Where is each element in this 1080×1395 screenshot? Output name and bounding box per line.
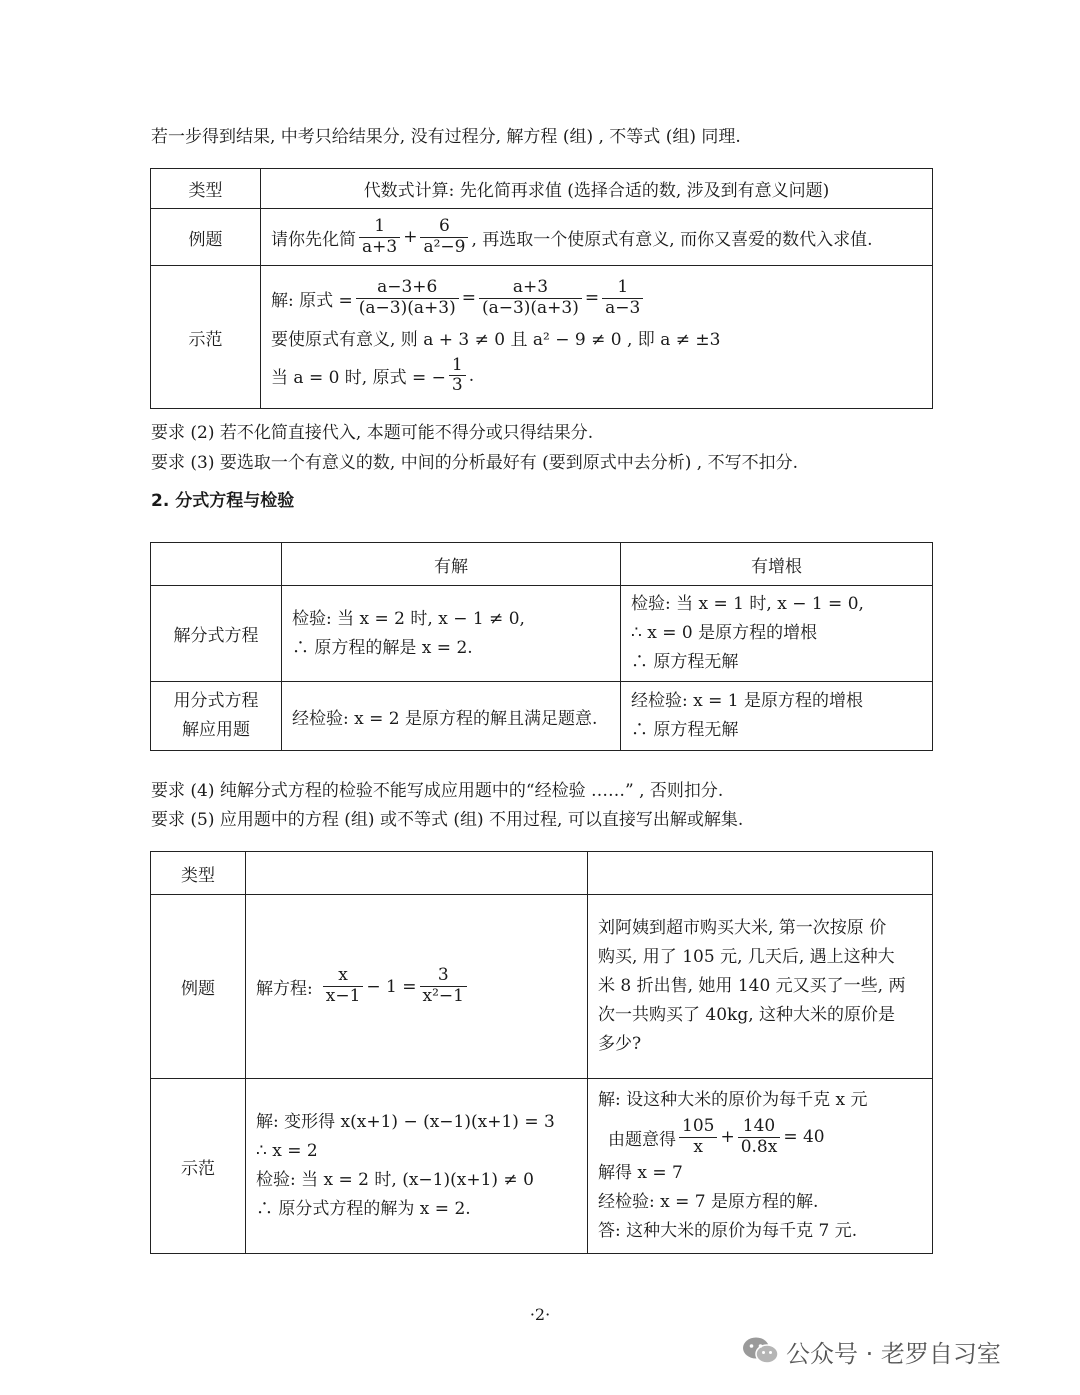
t3-type-empty-2 — [588, 852, 933, 895]
t2-row1-b-line2: ∴ x = 0 是原方程的增根 — [631, 623, 818, 643]
t2-empty-corner — [151, 543, 282, 586]
requirement-3: 要求 (3) 要选取一个有意义的数, 中间的分析最好有 (要到原式中去分析) , 不写不扣分. — [151, 453, 798, 473]
t1-example-suffix: , 再选取一个使原式有意义, 而你又喜爱的数代入求值. — [471, 229, 873, 250]
t1-demo-cell: 解: 原式 = $\frac{a-3+6}{(a-3)(a+3)}$ = $\frac{a+3}{(a-3)(a+3)}$ = $\frac{1}{a-3}$ 要使原式有意义, 则 a + 3 ≠ 0 且 a² − 9 ≠ 0 , 即 a ≠ ±3 当 a = 0 时, 原式 = − $\frac{1}{3}$ . — [261, 266, 933, 409]
table-equation-examples — [150, 851, 933, 1254]
fraction-w1: $\frac{105}{x}$ — [679, 1117, 717, 1157]
t3-demo-left: 解: 变形得 x(x+1) − (x−1)(x+1) = 3 ∴ x = 2 检验: 当 x = 2 时, (x−1)(x+1) ≠ 0 ∴ 原分式方程的解为 x = 2. — [246, 1079, 588, 1254]
requirement-2: 要求 (2) 若不化简直接代入, 本题可能不得分或只得结果分. — [151, 423, 594, 443]
fraction-e2: $\frac{3}{\text{x²−1}}$ — [420, 966, 467, 1006]
watermark-text: 公众号 · 老罗自习室 — [786, 1340, 1001, 1368]
section-2-title: 2. 分式方程与检验 — [151, 491, 295, 511]
t1-demo-prefix: 解: 原式 = — [271, 290, 353, 311]
t2-row1-b-line1: 检验: 当 x = 1 时, x − 1 = 0, — [631, 594, 864, 614]
table-algebra-evaluation — [150, 168, 933, 409]
t1-type-label: 类型 — [151, 169, 261, 209]
intro-text: 若一步得到结果, 中考只给结果分, 没有过程分, 解方程 (组) , 不等式 (组) 同理. — [151, 127, 741, 147]
t3-eq-mid: − 1 = — [366, 976, 417, 997]
fraction-3: $\frac{a-3+6}{(a-3)(a+3)}$ — [356, 278, 459, 318]
table-fractional-equation-check — [150, 542, 933, 751]
fraction-6: $\frac{1}{3}$ — [449, 356, 466, 396]
t3-demo-right: 解: 设这种大米的原价为每千克 x 元 由题意得 $\frac{105}{x}$ + $\frac{140}{0.8x}$ = 40 解得 x = 7 经检验: x = 7 是原方程的解. 答: 这种大米的原价为每千克 7 元. — [588, 1079, 933, 1254]
page-number: ·2· — [529, 1305, 551, 1324]
t2-row1-a — [282, 586, 621, 682]
t2-row2-b-line1: 经检验: x = 1 是原方程的增根 — [631, 691, 863, 711]
t2-row1-b-line3: ∴ 原方程无解 — [631, 652, 739, 672]
t3-demo-right-line1: 解: 设这种大米的原价为每千克 x 元 — [598, 1089, 868, 1110]
t2-row2-b — [621, 682, 933, 751]
t3-example-equation — [246, 895, 588, 1079]
t1-demo-line3-suffix: . — [468, 365, 475, 386]
t1-demo-line2: 要使原式有意义, 则 a + 3 ≠ 0 且 a² − 9 ≠ 0 , 即 a ≠ ±3 — [271, 329, 721, 350]
t3-demo-right2-prefix: 由题意得 — [608, 1129, 676, 1150]
t3-eq-prefix: 解方程: — [256, 979, 313, 999]
t3-type-empty-1 — [246, 852, 588, 895]
fraction-5: $\frac{1}{a-3}$ — [602, 278, 643, 318]
wechat-icon — [742, 1336, 780, 1366]
t2-row1-b — [621, 586, 933, 682]
t2-row1-a-line1: 检验: 当 x = 2 时, x − 1 ≠ 0, — [292, 608, 525, 629]
t2-col-extraneous-root: 有增根 — [621, 543, 933, 586]
t3-demo-right2-suffix: = 40 — [783, 1127, 825, 1147]
fraction-w2: $\frac{140}{0.8x}$ — [738, 1117, 781, 1157]
t3-word-problem: 刘阿姨到超市购买大米, 第一次按原 价 购买, 用了 105 元, 几天后, 遇上这种大 米 8 折出售, 她用 140 元又买了一些, 两 次一共购买了 40kg, 这种大米的原价是 多少? — [588, 895, 933, 1079]
fraction-1: $\frac{1}{a+3}$ — [359, 217, 400, 257]
t2-row1-label: 解分式方程 — [151, 586, 282, 682]
t1-example-prefix: 请你先化简 — [271, 229, 356, 250]
t3-type-label: 类型 — [151, 852, 246, 895]
t1-demo-line3-prefix: 当 a = 0 时, 原式 = − — [271, 368, 446, 389]
t2-row2-label: 用分式方程 解应用题 — [151, 682, 282, 751]
requirement-5: 要求 (5) 应用题中的方程 (组) 或不等式 (组) 不用过程, 可以直接写出解或解集. — [151, 810, 744, 830]
t1-example-label: 例题 — [151, 209, 261, 266]
t3-demo-right-line3: 解得 x = 7 — [598, 1163, 683, 1184]
t1-example-cell: 请你先化简 $\frac{1}{a+3}$ + $\frac{6}{\text{a²−9}}$ , 再选取一个使原式有意义, 而你又喜爱的数代入求值. — [261, 209, 933, 266]
t1-type-value: 代数式计算: 先化简再求值 (选择合适的数, 涉及到有意义问题) — [261, 169, 933, 209]
fraction-4: $\frac{a+3}{(a-3)(a+3)}$ — [479, 278, 582, 318]
t3-demo-right-line4: 经检验: x = 7 是原方程的解. — [598, 1192, 819, 1213]
fraction-2: $\frac{6}{\text{a²−9}}$ — [420, 217, 468, 257]
t3-demo-right-line5: 答: 这种大米的原价为每千克 7 元. — [598, 1221, 858, 1242]
t3-example-label: 例题 — [151, 895, 246, 1079]
t2-row2-a: 经检验: x = 2 是原方程的解且满足题意. — [282, 682, 621, 751]
t1-demo-label: 示范 — [151, 266, 261, 409]
fraction-e1: $\frac{x}{x-1}$ — [323, 966, 364, 1006]
t2-row2-b-line2: ∴ 原方程无解 — [631, 720, 739, 740]
t3-demo-label: 示范 — [151, 1079, 246, 1254]
t2-row1-a-line2: ∴ 原方程的解是 x = 2. — [292, 637, 473, 658]
t2-col-has-solution: 有解 — [282, 543, 621, 586]
requirement-4: 要求 (4) 纯解分式方程的检验不能写成应用题中的“经检验 ……” , 否则扣分. — [151, 781, 724, 801]
